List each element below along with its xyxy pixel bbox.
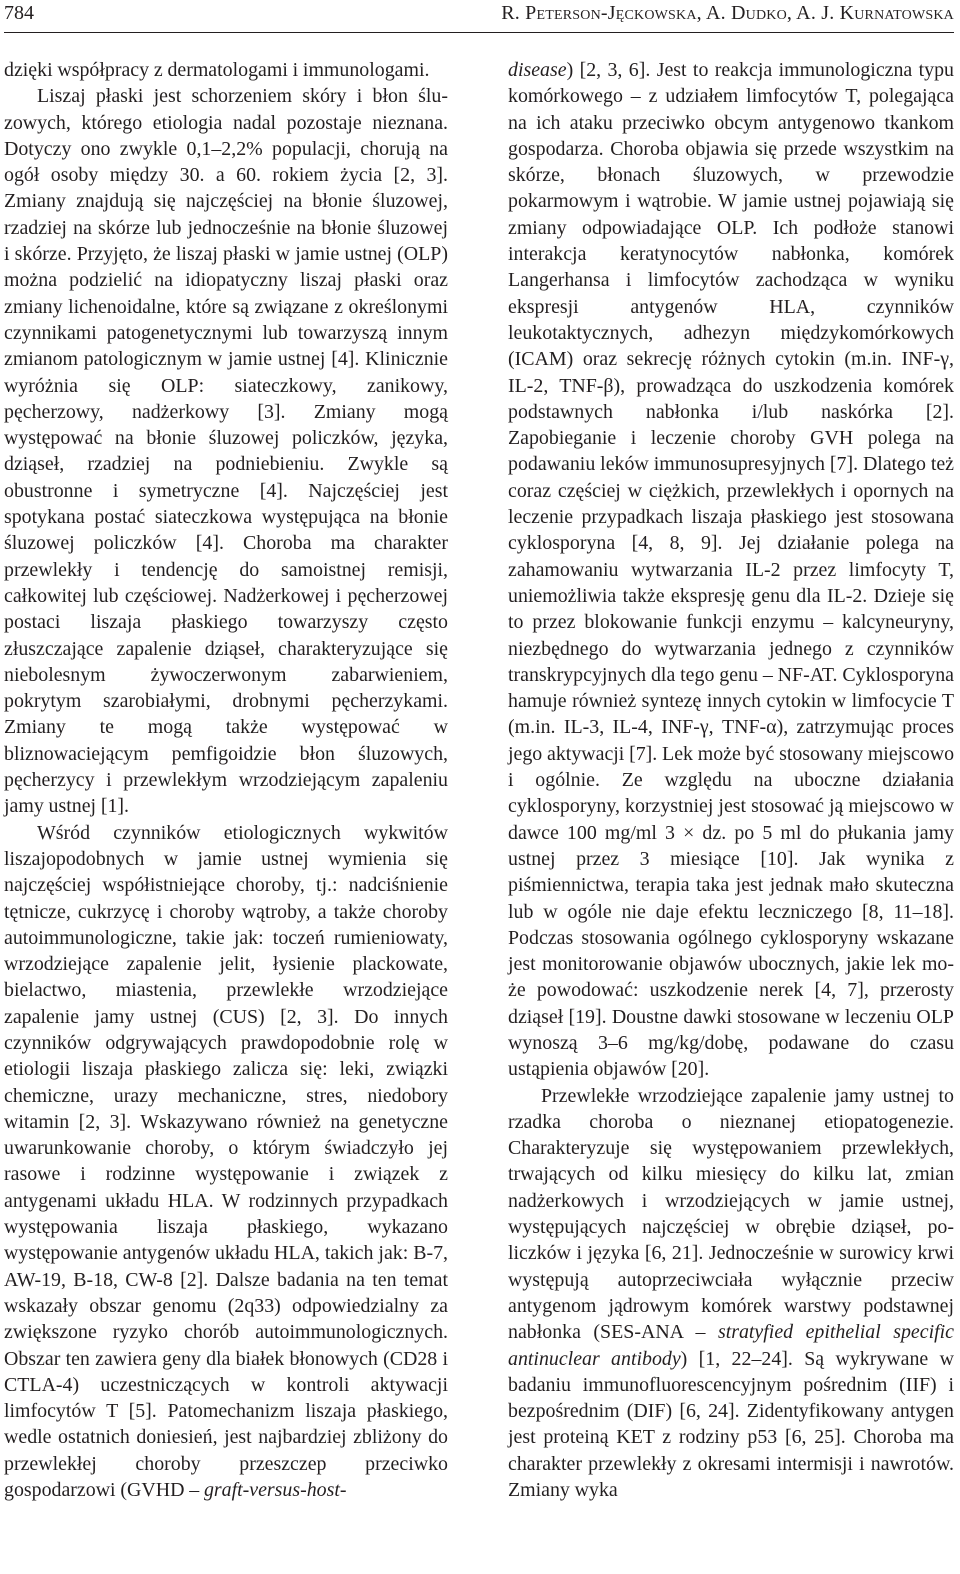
italic-term: disease	[508, 59, 567, 81]
paragraph: Wśród czynników etiologicznych wykwitów liszajopodobnych w jamie ustnej wymienia się najczęściej współistniejące choroby, tj.: nadciśnienie tętnicze, cukrzycę i choroby wątroby, a także choroby autoimmunologiczne, takie jak: toczeń rumieniowaty, wrzodziejące zapalenie jelit, łysienie plackowate, bielactwo, miastenia, przewlekłe wrzodziejące zapalenie jamy ustnej (CUS) [2, 3]. Do innych czynników odgrywających prawdopodobnie rolę w etiologii liszaja płaskiego zalicza się: leki, związki chemiczne, urazy mechaniczne, stres, niedobory witamin [2, 3]. Wskazywano również na genetyczne uwarunkowanie choroby, o którym świadczyło jej rasowe i rodzinne występowanie i związek z antygenami układu HLA. W rodzinnych przypadkach występowania liszaja płaskiego, wykazano występowanie antygenów układu HLA, takich jak: B-7, AW-19, B-18, CW-8 [2]. Dalsze badania na ten temat wskazały obszar genomu (2q33) odpowiedzialny za zwiększone ryzyko chorób autoimmunologicznych. Obszar ten zawiera geny dla białek błonowych (CD28 i CTLA-4) uczestniczących w kontroli aktywacji limfocytów T [5]. Patomechanizm liszaja płaskiego, wedle ostatnich doniesień, jest najbardziej zbliżony do przewlekłej choroby przeszczep przeciwko gospodarzowi (GVHD – graft-versus-host-	[4, 821, 448, 1502]
page-header	[4, 0, 954, 33]
paragraph: Liszaj płaski jest schorzeniem skóry i błon śluzowych, którego etiologia nadal pozostaje nieznana. Dotyczy ono zwykle 0,1–2,2% populacji, chorują na ogół osoby między 30. a 60. rokiem życia [2, 3]. Zmiany znajdują się najczęściej na błonie śluzowej, rzadziej na skórze lub jednocześnie na błonie śluzowej i skórze. Przyjęto, że liszaj płaski w jamie ustnej (OLP) można podzielić na idiopatyczny liszaj płaski oraz zmiany lichenoidalne, które są związane z określonymi czynnikami patogenetycznymi lub towarzyszą innym zmianom patologicznym w jamie ustnej [4]. Klinicznie wyróżnia się OLP: siateczkowy, zanikowy, pęcherzowy, nadżerkowy [3]. Zmiany mogą występować na błonie śluzowej policzków, języka, dziąseł, rzadziej na podniebieniu. Zwykle są obustronne i symetryczne [4]. Najczęściej jest spotykana postać siateczkowa występująca na błonie śluzowej policzków [4]. Choroba ma charakter przewlekły i tendencję do samoistnej remisji, całkowitej lub częściowej. Nadżerkowej i pęcherzowej postaci liszaja płaskiego towarzyszy często złuszczające zapalenie dziąseł, charakteryzujące się niebolesnym żywoczerwonym zabarwieniem, pokrytym szarobiałymi, drobnymi pęcherzykami. Zmiany te mogą także występować w bliznowaciejącym pemfigoidzie błon śluzowych, pęcherzycy i przewlekłym wrzodziejącym zapaleniu jamy ustnej [1].	[4, 85, 448, 818]
running-head: R. Peterson-Jęckowska, A. Dudko, A. J. Kurnatowska	[501, 2, 954, 24]
paragraph: dzięki współpracy z dermatologami i immunologami.	[4, 59, 430, 81]
italic-term: stratyfied epithelial specific antinuclear antibody	[508, 1321, 955, 1370]
left-column	[4, 57, 448, 1503]
paragraph: disease) [2, 3, 6]. Jest to reakcja immunologiczna typu komórkowego – z udziałem limfocytów T, polegająca na ich ataku przeciwko obcym antygenowo tkankom gospodarza. Choroba objawia się przede wszystkim na skórze, błonach śluzowych, w przewodzie pokarmowym i wątrobie. W jamie ustnej pojawiają się zmiany odpowiadające OLP. Ich podłoże stanowi interakcja keratynocytów nabłonka, komórek Langerhansa i limfocytów zachodząca w wyniku ekspresji antygenów HLA, czynników leukotaktycznych, adhezyn międzykomórkowych (ICAM) oraz sekrecję różnych cytokin (m.in. INF-γ, IL-2, TNF-β), prowadząca do uszkodzenia komórek podstawnych nabłonka i/lub naskórka [2]. Zapobieganie i leczenie choroby GVH polega na podawaniu leków immunosupresyjnych [7]. Dlatego też coraz częściej w ciężkich, przewlekłych i opornych na leczenie przypadkach liszaja płaskiego jest stosowana cyklosporyna [4, 8, 9]. Jej działanie polega na zahamowaniu wytwarzania IL-2 przez limfocyty T, uniemożliwia także ekspresję genu dla IL-2. Dzieje się to przez blokowanie funkcji enzymu – kalcyneuryny, niezbędnego do wytwarzania jednego z czynników transkrypcyjnych dla tego genu – NF-AT. Cyklosporyna hamuje również syntezę innych cytokin w limfocycie T (m.in. IL-3, IL-4, INF-γ, TNF-α), zatrzymując proces jego aktywacji [7]. Lek może być stosowany miejscowo i ogólnie. Ze względu na uboczne działania cyklosporyny, korzystniej jest stosować ją miejscowo w dawce 100 mg/ml 3 × dz. po 5 ml do płukania jamy ustnej przez 3 miesiące [10]. Jak wynika z piśmiennictwa, terapia taka jest jednak mało skuteczna lub w ogóle nie daje efektu leczniczego [8, 11–18]. Podczas stosowania ogólnego cyklosporyny wskazane jest monitorowanie objawów ubocznych, jakie lek może powodować: uszkodzenie nerek [4, 7], przerosty dziąseł [19]. Doustne dawki stosowane w leczeniu OLP wynoszą 3–6 mg/kg/dobę, podawane do czasu ustąpienia objawów [20].	[508, 59, 955, 1081]
italic-term: graft-versus-host-	[203, 1479, 347, 1502]
paragraph: Przewlekłe wrzodziejące zapalenie jamy ustnej to rzadka choroba o nieznanej etiopatogenezie. Charakteryzuje się występowaniem przewlekłych, trwających od kilku miesięcy do kilku lat, zmian nadżerkowych i wrzodziejących w jamie ustnej, występujących najczęściej w obrębie dziąseł, policzków i języka [6, 21]. Jednocześnie w surowicy krwi występują autoprzeciwciała wyłącznie przeciw antygenom jądrowym komórek warstwy podstawnej nabłonka (SES-ANA – stratyfied epithelial specific antinuclear antibody) [1, 22–24]. Są wykrywane w badaniu immunofluorescencyjnym pośrednim (IIF) i bezpośrednim (DIF) [6, 24]. Zidentyfikowany antygen jest proteiną KET z rodziny p53 [6, 25]. Choroba ma charakter przewlekły z okresami intermisji i nawrotów. Zmiany wyka	[508, 1084, 955, 1502]
page-number: 784	[4, 2, 34, 24]
right-column	[508, 57, 954, 1503]
